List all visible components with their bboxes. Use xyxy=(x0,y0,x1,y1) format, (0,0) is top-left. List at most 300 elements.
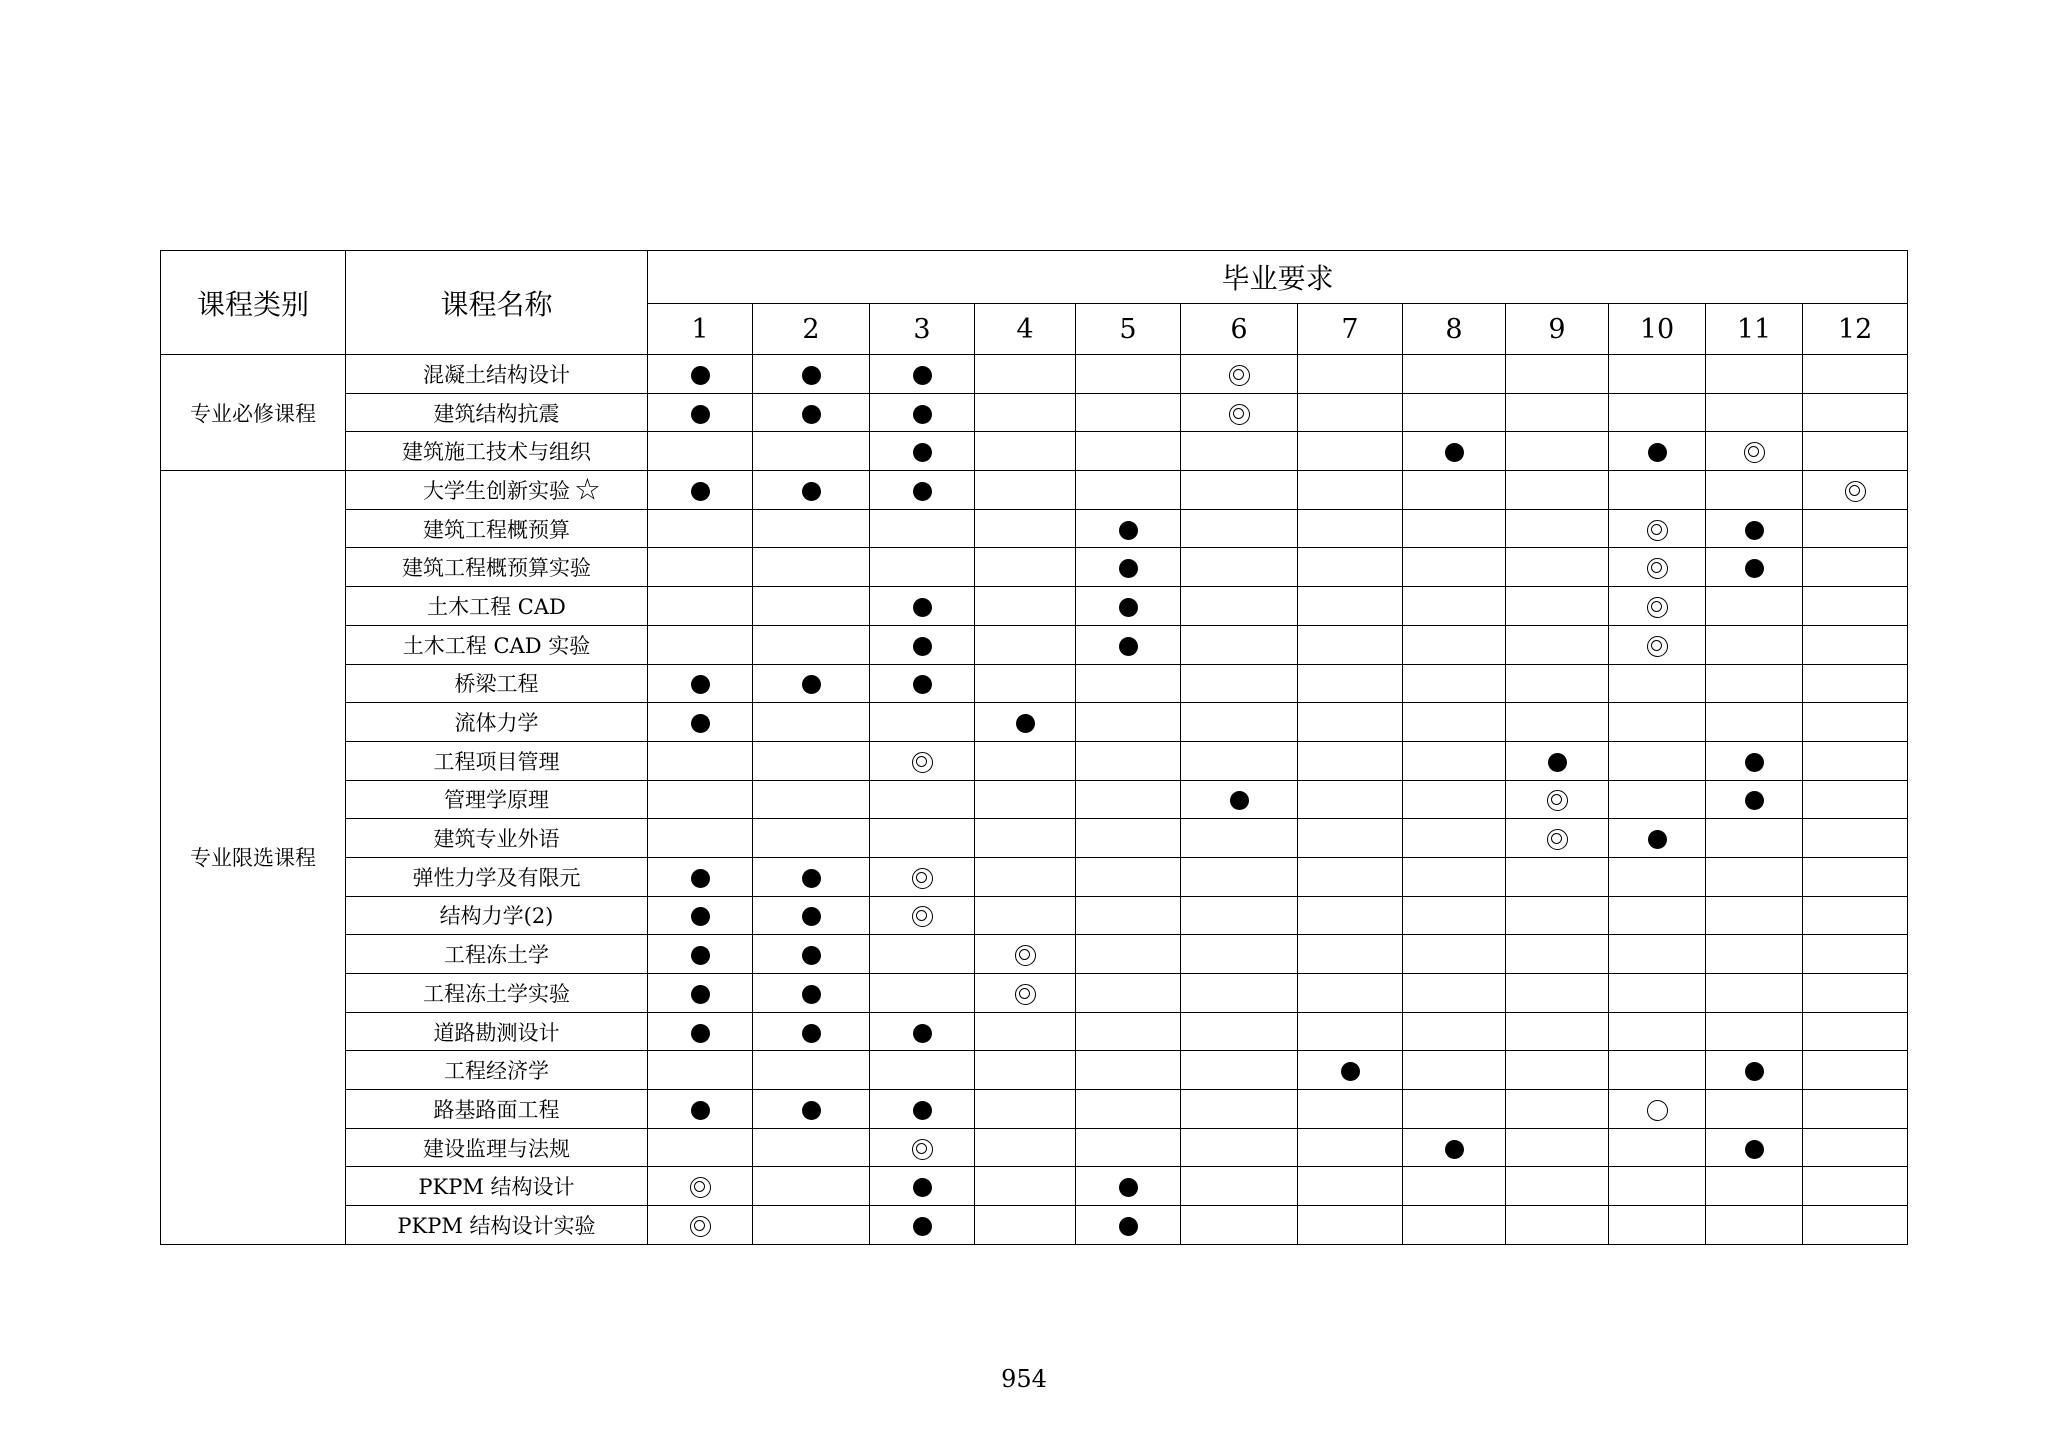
requirement-cell xyxy=(1298,664,1403,703)
requirement-cell xyxy=(1076,703,1181,742)
requirement-cell xyxy=(1298,896,1403,935)
table-row xyxy=(161,896,1908,935)
requirement-cell xyxy=(1706,819,1803,858)
requirement-cell xyxy=(1181,664,1298,703)
requirement-cell xyxy=(753,703,870,742)
requirement-cell xyxy=(1706,1128,1803,1167)
requirement-cell xyxy=(1076,509,1181,548)
requirement-number: 2 xyxy=(753,304,870,355)
table-row xyxy=(161,1206,1908,1245)
course-category: 专业必修课程 xyxy=(161,355,346,471)
requirement-cell xyxy=(1298,587,1403,626)
course-name: 结构力学(2) xyxy=(439,904,554,929)
requirement-cell xyxy=(753,1012,870,1051)
requirement-cell xyxy=(1706,355,1803,394)
course-name: 建筑结构抗震 xyxy=(433,401,560,426)
requirement-cell xyxy=(1076,625,1181,664)
requirement-cell xyxy=(1403,780,1506,819)
table-row xyxy=(161,819,1908,858)
requirement-cell xyxy=(1803,1012,1908,1051)
course-name-cell xyxy=(346,355,648,394)
strong-support-mark xyxy=(913,598,932,617)
medium-support-mark xyxy=(690,1216,711,1237)
requirement-cell xyxy=(1506,1012,1609,1051)
requirement-cell xyxy=(648,935,753,974)
requirement-cell xyxy=(1706,393,1803,432)
requirement-cell xyxy=(1803,664,1908,703)
requirement-cell xyxy=(870,432,975,471)
requirement-cell xyxy=(648,471,753,510)
requirement-cell xyxy=(975,355,1076,394)
requirement-cell xyxy=(648,548,753,587)
requirement-cell xyxy=(648,1206,753,1245)
requirement-number: 12 xyxy=(1803,304,1908,355)
requirement-cell xyxy=(648,741,753,780)
requirement-cell xyxy=(1506,432,1609,471)
requirement-cell xyxy=(1298,509,1403,548)
requirement-cell xyxy=(1298,1051,1403,1090)
requirement-cell xyxy=(1609,703,1706,742)
requirement-cell xyxy=(975,548,1076,587)
table-row xyxy=(161,509,1908,548)
requirement-cell xyxy=(753,355,870,394)
strong-support-mark xyxy=(691,405,710,424)
header-category: 课程类别 xyxy=(161,251,346,355)
requirement-cell xyxy=(870,1051,975,1090)
course-name: 建筑工程概预算实验 xyxy=(402,556,591,581)
requirement-cell xyxy=(1706,1051,1803,1090)
requirement-cell xyxy=(753,548,870,587)
strong-support-mark xyxy=(802,405,821,424)
requirement-cell xyxy=(753,780,870,819)
requirement-cell xyxy=(1803,471,1908,510)
requirement-cell xyxy=(1298,1206,1403,1245)
medium-support-mark xyxy=(912,1139,933,1160)
medium-support-mark xyxy=(1229,404,1250,425)
strong-support-mark xyxy=(802,366,821,385)
requirement-cell xyxy=(1706,741,1803,780)
course-name-cell xyxy=(346,1167,648,1206)
requirement-cell xyxy=(870,741,975,780)
requirement-cell xyxy=(1609,355,1706,394)
course-name: PKPM 结构设计实验 xyxy=(397,1213,596,1238)
strong-support-mark xyxy=(691,482,710,501)
requirement-cell xyxy=(1706,1012,1803,1051)
requirement-cell xyxy=(1181,587,1298,626)
requirement-cell xyxy=(1298,1012,1403,1051)
requirement-cell xyxy=(1076,393,1181,432)
requirement-cell xyxy=(1506,587,1609,626)
table-row xyxy=(161,664,1908,703)
strong-support-mark xyxy=(691,366,710,385)
requirement-cell xyxy=(1706,974,1803,1013)
requirement-cell xyxy=(1803,432,1908,471)
requirement-cell xyxy=(1803,509,1908,548)
requirement-cell xyxy=(975,509,1076,548)
strong-support-mark xyxy=(691,1024,710,1043)
requirement-cell xyxy=(753,974,870,1013)
course-name: 大学生创新实验 xyxy=(423,478,570,503)
requirement-cell xyxy=(1803,896,1908,935)
course-name: PKPM 结构设计 xyxy=(418,1175,575,1200)
requirement-cell xyxy=(870,1012,975,1051)
requirement-cell xyxy=(753,664,870,703)
strong-support-mark xyxy=(802,675,821,694)
course-name-cell xyxy=(346,703,648,742)
medium-support-mark xyxy=(1015,945,1036,966)
requirement-cell xyxy=(1403,1051,1506,1090)
requirement-cell xyxy=(1298,548,1403,587)
requirement-cell xyxy=(1803,935,1908,974)
requirement-cell xyxy=(648,393,753,432)
requirement-cell xyxy=(1298,393,1403,432)
requirement-cell xyxy=(1706,664,1803,703)
course-name-cell xyxy=(346,664,648,703)
requirement-cell xyxy=(1181,471,1298,510)
requirement-cell xyxy=(648,664,753,703)
requirement-cell xyxy=(1076,935,1181,974)
requirement-cell xyxy=(870,1090,975,1129)
requirement-cell xyxy=(1609,1167,1706,1206)
requirement-cell xyxy=(1506,664,1609,703)
strong-support-mark xyxy=(802,482,821,501)
course-name-cell xyxy=(346,974,648,1013)
requirement-cell xyxy=(975,1128,1076,1167)
requirement-cell xyxy=(975,819,1076,858)
requirement-cell xyxy=(1403,509,1506,548)
requirement-cell xyxy=(1298,935,1403,974)
requirement-cell xyxy=(1803,741,1908,780)
requirement-cell xyxy=(648,1128,753,1167)
requirement-cell xyxy=(1506,548,1609,587)
strong-support-mark xyxy=(802,985,821,1004)
course-name-cell xyxy=(346,780,648,819)
requirement-cell xyxy=(1803,703,1908,742)
requirement-cell xyxy=(1403,1206,1506,1245)
strong-support-mark xyxy=(1745,1140,1764,1159)
strong-support-mark xyxy=(802,907,821,926)
requirement-cell xyxy=(975,1206,1076,1245)
course-name-cell xyxy=(346,1012,648,1051)
requirement-cell xyxy=(648,1051,753,1090)
requirement-cell xyxy=(753,1206,870,1245)
table-row xyxy=(161,1090,1908,1129)
course-name: 流体力学 xyxy=(454,711,539,736)
strong-support-mark xyxy=(1745,791,1764,810)
requirement-cell xyxy=(1609,1206,1706,1245)
requirement-cell xyxy=(1706,625,1803,664)
requirement-cell xyxy=(1403,1090,1506,1129)
requirement-cell xyxy=(1298,432,1403,471)
table-row xyxy=(161,1012,1908,1051)
requirement-cell xyxy=(1403,1167,1506,1206)
requirement-cell xyxy=(753,1128,870,1167)
course-name: 土木工程 CAD 实验 xyxy=(402,633,591,658)
requirement-cell xyxy=(1181,974,1298,1013)
requirement-cell xyxy=(648,432,753,471)
requirement-cell xyxy=(648,974,753,1013)
requirement-cell xyxy=(648,1012,753,1051)
requirement-cell xyxy=(753,432,870,471)
requirement-cell xyxy=(975,471,1076,510)
requirement-cell xyxy=(1298,1128,1403,1167)
strong-support-mark xyxy=(691,985,710,1004)
course-name-cell xyxy=(346,548,648,587)
requirement-cell xyxy=(1181,393,1298,432)
requirement-cell xyxy=(1403,664,1506,703)
course-name-cell xyxy=(346,1206,648,1245)
requirement-cell xyxy=(870,393,975,432)
requirement-cell xyxy=(1076,1128,1181,1167)
strong-support-mark xyxy=(1119,521,1138,540)
requirement-cell xyxy=(1076,974,1181,1013)
table-row xyxy=(161,1167,1908,1206)
requirement-cell xyxy=(1609,625,1706,664)
requirement-cell xyxy=(1298,1167,1403,1206)
course-name: 建筑专业外语 xyxy=(433,827,560,852)
requirement-cell xyxy=(1506,509,1609,548)
requirement-cell xyxy=(1803,974,1908,1013)
requirement-cell xyxy=(648,1090,753,1129)
requirement-cell xyxy=(1609,664,1706,703)
requirement-cell xyxy=(1298,471,1403,510)
requirement-cell xyxy=(1506,1167,1609,1206)
requirement-cell xyxy=(1076,1167,1181,1206)
medium-support-mark xyxy=(912,868,933,889)
medium-support-mark xyxy=(1547,790,1568,811)
requirement-cell xyxy=(1803,1128,1908,1167)
strong-support-mark xyxy=(1745,1062,1764,1081)
strong-support-mark xyxy=(1119,598,1138,617)
requirement-cell xyxy=(1609,1051,1706,1090)
course-name-cell xyxy=(346,857,648,896)
requirement-cell xyxy=(870,1167,975,1206)
table-row xyxy=(161,935,1908,974)
requirement-cell xyxy=(1403,974,1506,1013)
requirement-cell xyxy=(1403,432,1506,471)
medium-support-mark xyxy=(1647,597,1668,618)
requirement-cell xyxy=(1403,819,1506,858)
requirement-cell xyxy=(1506,1206,1609,1245)
requirement-number: 7 xyxy=(1298,304,1403,355)
requirement-cell xyxy=(1298,741,1403,780)
course-name-cell xyxy=(346,393,648,432)
course-name: 建设监理与法规 xyxy=(423,1136,570,1161)
strong-support-mark xyxy=(691,869,710,888)
requirement-cell xyxy=(870,935,975,974)
requirement-cell xyxy=(975,1167,1076,1206)
course-name-cell xyxy=(346,625,648,664)
requirement-cell xyxy=(648,896,753,935)
medium-support-mark xyxy=(690,1177,711,1198)
strong-support-mark xyxy=(1745,521,1764,540)
medium-support-mark xyxy=(912,752,933,773)
requirement-cell xyxy=(1403,703,1506,742)
requirement-cell xyxy=(1609,974,1706,1013)
medium-support-mark xyxy=(1015,984,1036,1005)
requirement-cell xyxy=(1609,587,1706,626)
requirement-cell xyxy=(1803,819,1908,858)
header-course-name: 课程名称 xyxy=(346,251,648,355)
strong-support-mark xyxy=(802,946,821,965)
requirement-cell xyxy=(1076,432,1181,471)
requirement-cell xyxy=(1403,625,1506,664)
medium-support-mark xyxy=(1647,636,1668,657)
requirement-cell xyxy=(975,896,1076,935)
requirement-cell xyxy=(1609,780,1706,819)
requirement-number: 5 xyxy=(1076,304,1181,355)
course-requirement-matrix xyxy=(160,250,1908,1245)
requirement-cell xyxy=(1076,896,1181,935)
requirement-cell xyxy=(1181,1051,1298,1090)
requirement-cell xyxy=(753,1167,870,1206)
requirement-cell xyxy=(1609,896,1706,935)
course-name-cell xyxy=(346,1051,648,1090)
requirement-cell xyxy=(870,587,975,626)
course-name-cell xyxy=(346,896,648,935)
requirement-cell xyxy=(870,780,975,819)
requirement-cell xyxy=(1609,432,1706,471)
table-row xyxy=(161,625,1908,664)
requirement-cell xyxy=(1706,703,1803,742)
requirement-cell xyxy=(975,625,1076,664)
strong-support-mark xyxy=(1745,559,1764,578)
requirement-cell xyxy=(1706,432,1803,471)
requirement-cell xyxy=(648,625,753,664)
course-name: 混凝土结构设计 xyxy=(423,362,570,387)
requirement-cell xyxy=(1403,935,1506,974)
strong-support-mark xyxy=(1648,830,1667,849)
strong-support-mark xyxy=(1745,753,1764,772)
requirement-cell xyxy=(1403,471,1506,510)
strong-support-mark xyxy=(913,1101,932,1120)
requirement-cell xyxy=(753,587,870,626)
requirement-cell xyxy=(870,1206,975,1245)
requirement-cell xyxy=(1181,625,1298,664)
requirement-cell xyxy=(1403,1128,1506,1167)
requirement-cell xyxy=(1403,548,1506,587)
weak-support-mark xyxy=(1647,1100,1668,1121)
requirement-cell xyxy=(753,896,870,935)
requirement-cell xyxy=(1609,393,1706,432)
requirement-cell xyxy=(870,703,975,742)
requirement-cell xyxy=(753,819,870,858)
table-row xyxy=(161,741,1908,780)
course-name: 路基路面工程 xyxy=(433,1097,560,1122)
strong-support-mark xyxy=(1548,753,1567,772)
requirement-cell xyxy=(1706,1090,1803,1129)
requirement-cell xyxy=(1506,355,1609,394)
requirement-cell xyxy=(1706,1167,1803,1206)
requirement-cell xyxy=(1076,1090,1181,1129)
table-row xyxy=(161,1128,1908,1167)
medium-support-mark xyxy=(1647,558,1668,579)
requirement-cell xyxy=(1706,587,1803,626)
requirement-cell xyxy=(1803,625,1908,664)
requirement-cell xyxy=(1506,625,1609,664)
requirement-cell xyxy=(975,780,1076,819)
strong-support-mark xyxy=(691,946,710,965)
course-name-cell xyxy=(346,935,648,974)
course-name-cell xyxy=(346,1128,648,1167)
requirement-cell xyxy=(1403,587,1506,626)
requirement-number: 6 xyxy=(1181,304,1298,355)
requirement-cell xyxy=(975,587,1076,626)
requirement-cell xyxy=(1298,703,1403,742)
requirement-cell xyxy=(870,625,975,664)
requirement-cell xyxy=(1609,1128,1706,1167)
requirement-cell xyxy=(1181,935,1298,974)
requirement-cell xyxy=(1076,664,1181,703)
header-graduation-requirements: 毕业要求 xyxy=(648,251,1908,304)
requirement-cell xyxy=(975,974,1076,1013)
requirement-number: 3 xyxy=(870,304,975,355)
requirement-cell xyxy=(870,548,975,587)
requirement-cell xyxy=(648,587,753,626)
requirement-cell xyxy=(1803,780,1908,819)
strong-support-mark xyxy=(1445,443,1464,462)
requirement-cell xyxy=(1803,548,1908,587)
medium-support-mark xyxy=(912,906,933,927)
requirement-cell xyxy=(1506,471,1609,510)
requirement-cell xyxy=(1803,857,1908,896)
strong-support-mark xyxy=(1445,1140,1464,1159)
matrix-body xyxy=(161,355,1908,1245)
course-name: 弹性力学及有限元 xyxy=(412,865,581,890)
requirement-cell xyxy=(870,355,975,394)
requirement-cell xyxy=(1181,1206,1298,1245)
strong-support-mark xyxy=(913,637,932,656)
strong-support-mark xyxy=(802,1024,821,1043)
requirement-cell xyxy=(975,432,1076,471)
requirement-cell xyxy=(1506,741,1609,780)
requirement-cell xyxy=(1803,355,1908,394)
requirement-cell xyxy=(1609,471,1706,510)
requirement-cell xyxy=(1181,741,1298,780)
requirement-cell xyxy=(1403,355,1506,394)
requirement-cell xyxy=(870,819,975,858)
requirement-cell xyxy=(1609,857,1706,896)
course-name: 道路勘测设计 xyxy=(433,1020,560,1045)
requirement-cell xyxy=(1298,857,1403,896)
course-name-cell xyxy=(346,471,648,510)
course-name-cell xyxy=(346,1090,648,1129)
requirement-cell xyxy=(753,625,870,664)
requirement-cell xyxy=(1181,509,1298,548)
table-row xyxy=(161,355,1908,394)
strong-support-mark xyxy=(691,1101,710,1120)
requirement-cell xyxy=(1506,1051,1609,1090)
course-name: 管理学原理 xyxy=(444,788,549,813)
requirement-cell xyxy=(1803,1206,1908,1245)
medium-support-mark xyxy=(1547,829,1568,850)
requirement-cell xyxy=(870,896,975,935)
requirement-cell xyxy=(1076,1206,1181,1245)
requirement-number: 8 xyxy=(1403,304,1506,355)
requirement-cell xyxy=(648,703,753,742)
requirement-cell xyxy=(753,1090,870,1129)
requirement-cell xyxy=(1181,1090,1298,1129)
medium-support-mark xyxy=(1845,481,1866,502)
requirement-cell xyxy=(1181,1167,1298,1206)
strong-support-mark xyxy=(691,907,710,926)
requirement-cell xyxy=(1181,896,1298,935)
requirement-cell xyxy=(975,664,1076,703)
requirement-cell xyxy=(1609,935,1706,974)
strong-support-mark xyxy=(913,1024,932,1043)
medium-support-mark xyxy=(1647,520,1668,541)
strong-support-mark xyxy=(913,405,932,424)
